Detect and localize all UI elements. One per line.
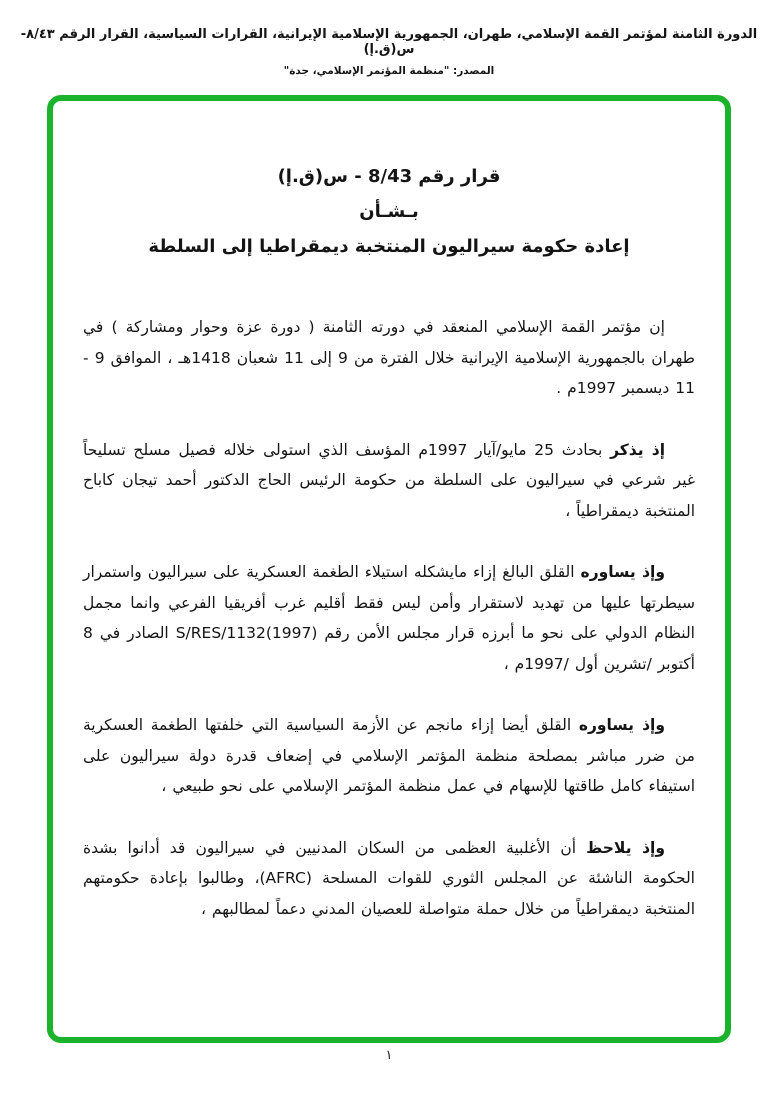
paragraph-text: القلق أيضا إزاء مانجم عن الأزمة السياسية التي خلفتها الطغمة العسكرية من ضرر مباشر بمصلحة منظمة المؤتمر الإسلامي في إضعاف قدرة دولة سيراليون على استيفاء كامل طاقتها للإسهام في عمل منظمة المؤتمر الإسلامي على نحو طبيعي ، xyxy=(83,716,695,795)
paragraph-text: بحادث 25 مايو/آيار 1997م المؤسف الذي استولى خلاله فصيل مسلح تسليحاً غير شرعي في سيراليون على السلطة من حكومة الرئيس الحاج الدكتور أحمد تيجان كاباح المنتخبة ديمقراطياً ، xyxy=(83,440,695,520)
paragraph-lead: إذ يذكر xyxy=(610,440,666,459)
paragraph-text: أن الأغلبية العظمى من السكان المدنيين في سيراليون قد أدانوا بشدة الحكومة الناشئة عن المجلس الثوري للقوات المسلحة (AFRC)، وطالبوا بإعادة حكومتهم المنتخبة ديمقراطياً من خلال حملة متواصلة للعصيان المدني دعماً لمطالبهم ، xyxy=(83,838,695,918)
page-number: ١ xyxy=(385,1048,393,1063)
paragraph-lead: وإذ يساوره xyxy=(580,563,665,581)
resolution-number-line: قرار رقم 8/43 - س(ق.إ) xyxy=(277,166,501,187)
resolution-subject-line: إعادة حكومة سيراليون المنتخبة ديمقراطيا إلى السلطة xyxy=(148,236,630,257)
resolution-body xyxy=(83,312,695,924)
paragraph-lead: وإذ يساوره xyxy=(578,716,665,734)
paragraph-lead: وإذ يلاحظ xyxy=(586,838,666,857)
resolution-regarding-line: بـشـأن xyxy=(359,201,419,222)
paragraph-recalling xyxy=(83,435,695,527)
document-header xyxy=(0,27,778,77)
paragraph-concern-2 xyxy=(83,710,695,802)
resolution-title-block xyxy=(53,159,725,264)
green-border-frame xyxy=(47,95,731,1043)
paragraph-text: القلق البالغ إزاء مايشكله استيلاء الطغمة العسكرية على سيراليون واستمرار سيطرتها عليها من تهديد لاستقرار وأمن ليس فقط أقليم غرب أفريقيا الفرعي وانما مجمل النظام الدولي على نحو ما أبرزه قرار مجلس الأمن رقم S/RES/1132(1997) الصادر في 8 أكتوبر /تشرين أول /1997م ، xyxy=(83,563,695,673)
paragraph-text: إن مؤتمر القمة الإسلامي المنعقد في دورته الثامنة ( دورة عزة وحوار ومشاركة ) في طهران بالجمهورية الإسلامية الإيرانية خلال الفترة من 9 إلى 11 شعبان 1418هـ ، الموافق 9 - 11 ديسمبر 1997م . xyxy=(83,318,696,397)
paragraph-noting xyxy=(83,833,695,925)
paragraph-concern-1 xyxy=(83,557,695,679)
header-session-line: الدورة الثامنة لمؤتمر القمة الإسلامي، طهران، الجمهورية الإسلامية الإيرانية، القرارات السياسية، القرار الرقم ٨/٤٣-س(ق.إ) xyxy=(20,27,758,57)
paragraph-preamble xyxy=(83,312,695,404)
header-source-line: المصدر: "منظمة المؤتمر الإسلامي، جدة" xyxy=(283,65,495,77)
